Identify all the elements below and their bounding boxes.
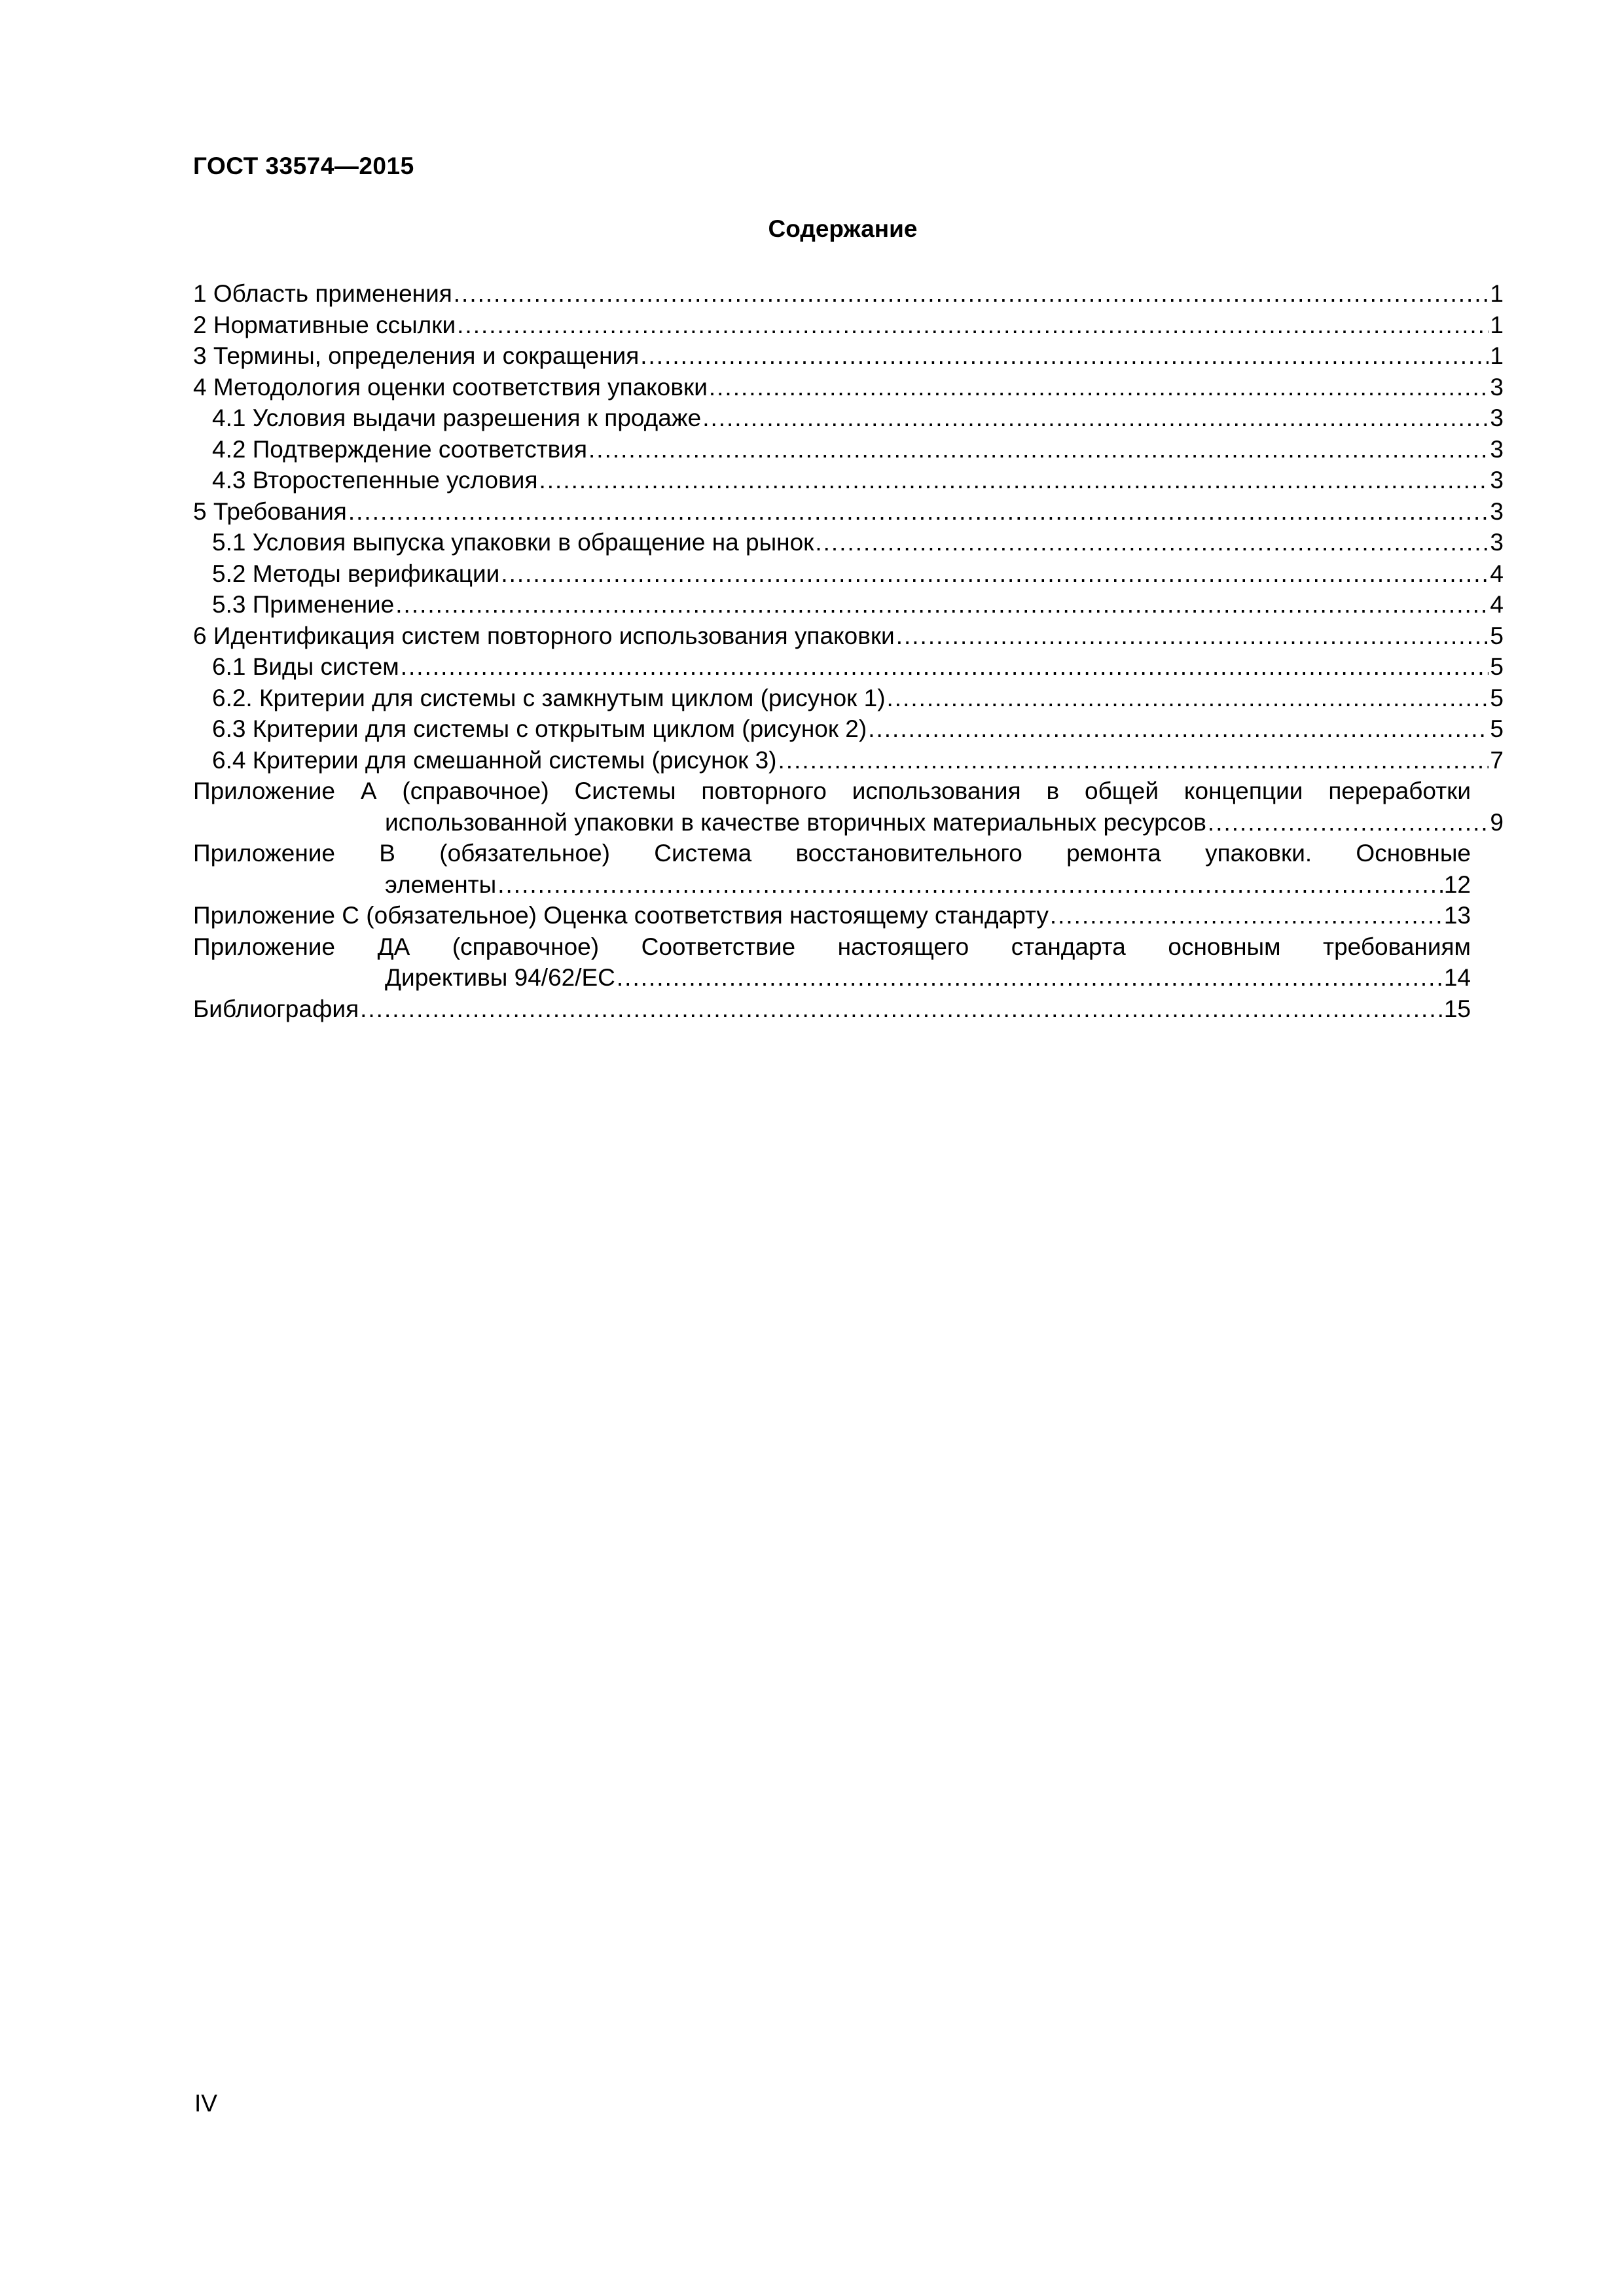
dot-leader bbox=[896, 620, 1489, 652]
toc-entry-label: Приложение А (справочное) Системы повторного использования в общей концепции переработки bbox=[193, 778, 1471, 804]
toc-entry[interactable] bbox=[193, 620, 1504, 652]
toc-entry-page: 3 bbox=[1490, 435, 1504, 463]
document-id-header: ГОСТ 33574—2015 bbox=[193, 152, 414, 179]
toc-entry-label: 6.4 Критерии для смешанной системы (рисунок 3) bbox=[212, 746, 777, 774]
toc-entry-label: 4 Методология оценки соответствия упаковки bbox=[193, 373, 708, 401]
toc-entry-label: 5.1 Условия выпуска упаковки в обращение на рынок bbox=[212, 529, 814, 556]
toc-entry-page: 3 bbox=[1490, 467, 1504, 493]
toc-entry-label: 5.3 Применение bbox=[212, 591, 395, 618]
toc-entry-label-continued: элементы bbox=[385, 870, 497, 898]
toc-entry-page: 12 bbox=[1443, 870, 1471, 898]
toc-entry-label: 6.1 Виды систем bbox=[212, 653, 399, 680]
page-number: IV bbox=[194, 2090, 217, 2117]
toc-entry[interactable] bbox=[193, 496, 1504, 528]
dot-leader bbox=[1050, 900, 1443, 931]
toc-subentry[interactable] bbox=[193, 745, 1504, 776]
toc-subentry[interactable] bbox=[193, 527, 1504, 558]
toc-entry[interactable] bbox=[193, 372, 1504, 403]
toc-entry[interactable] bbox=[193, 994, 1504, 1025]
toc-entry-page: 5 bbox=[1490, 622, 1504, 649]
toc-appendix-da-line1[interactable] bbox=[193, 931, 1504, 963]
toc-appendix-a-line2[interactable] bbox=[193, 807, 1504, 838]
dot-leader bbox=[868, 713, 1489, 745]
toc-title: Содержание bbox=[768, 215, 918, 242]
toc-entry[interactable] bbox=[193, 310, 1504, 341]
toc-entry-label: Приложение В (обязательное) Система восстановительного ремонта упаковки. Основные bbox=[193, 840, 1471, 867]
toc-entry-label: 4.2 Подтверждение соответствия bbox=[212, 435, 588, 463]
toc-entry-page: 1 bbox=[1490, 280, 1504, 307]
toc-entry-label: 6.2. Критерии для системы с замкнутым циклом (рисунок 1) bbox=[212, 684, 886, 711]
toc-subentry[interactable] bbox=[193, 403, 1504, 434]
toc-appendix-da-line2[interactable] bbox=[193, 962, 1504, 994]
dot-leader bbox=[348, 496, 1489, 528]
dot-leader bbox=[709, 372, 1489, 403]
toc-entry-page: 1 bbox=[1490, 342, 1504, 369]
toc-entry-page: 1 bbox=[1490, 311, 1504, 338]
dot-leader bbox=[702, 403, 1489, 434]
toc-entry[interactable] bbox=[193, 340, 1504, 372]
toc-appendix-a-line1[interactable] bbox=[193, 776, 1504, 807]
toc-entry-label: 1 Область применения bbox=[193, 280, 452, 307]
dot-leader bbox=[454, 278, 1489, 310]
toc-entry-page: 15 bbox=[1443, 995, 1471, 1022]
toc-entry-label: 5.2 Методы верификации bbox=[212, 560, 500, 587]
toc-entry-page: 5 bbox=[1490, 684, 1504, 711]
dot-leader bbox=[778, 745, 1489, 776]
toc-entry-label: Приложение ДА (справочное) Соответствие настоящего стандарта основным требованиям bbox=[193, 933, 1471, 960]
dot-leader bbox=[588, 434, 1489, 465]
toc-entry-page: 4 bbox=[1490, 560, 1504, 587]
toc-subentry[interactable] bbox=[193, 683, 1504, 714]
toc-entry-page: 5 bbox=[1490, 653, 1504, 680]
toc-entry-page: 14 bbox=[1443, 964, 1471, 991]
toc-entry-label: 4.1 Условия выдачи разрешения к продаже bbox=[212, 404, 702, 431]
dot-leader bbox=[815, 527, 1489, 558]
toc-subentry[interactable] bbox=[193, 558, 1504, 590]
toc-subentry[interactable] bbox=[193, 434, 1504, 465]
dot-leader bbox=[887, 683, 1489, 714]
toc-entry-label: 3 Термины, определения и сокращения bbox=[193, 342, 640, 369]
dot-leader bbox=[501, 558, 1489, 590]
toc-entry-page: 7 bbox=[1490, 746, 1504, 774]
toc-entry-page: 3 bbox=[1490, 404, 1504, 431]
dot-leader bbox=[640, 340, 1489, 372]
dot-leader bbox=[360, 994, 1443, 1025]
toc-appendix-b-line2[interactable] bbox=[193, 869, 1504, 901]
toc-entry[interactable] bbox=[193, 900, 1504, 931]
toc-entry-page: 4 bbox=[1490, 591, 1504, 618]
dot-leader bbox=[497, 869, 1443, 901]
toc-entry-label: 6 Идентификация систем повторного использования упаковки bbox=[193, 622, 895, 649]
toc-entry-label: 4.3 Второстепенные условия bbox=[212, 467, 538, 493]
dot-leader bbox=[401, 651, 1489, 683]
toc-entry[interactable] bbox=[193, 278, 1504, 310]
toc-entry-page: 3 bbox=[1490, 373, 1504, 401]
dot-leader bbox=[539, 465, 1489, 496]
toc-appendix-b-line1[interactable] bbox=[193, 838, 1504, 869]
dot-leader bbox=[457, 310, 1489, 341]
dot-leader bbox=[617, 962, 1443, 994]
toc-entry-page: 5 bbox=[1490, 715, 1504, 742]
dot-leader bbox=[395, 589, 1489, 620]
toc-entry-label: Библиография bbox=[193, 995, 359, 1022]
toc-entry-label: 2 Нормативные ссылки bbox=[193, 311, 456, 338]
table-of-contents bbox=[193, 278, 1504, 1024]
toc-subentry[interactable] bbox=[193, 713, 1504, 745]
toc-entry-label: 5 Требования bbox=[193, 497, 347, 525]
toc-entry-page: 13 bbox=[1443, 902, 1471, 929]
toc-entry-label: Приложение С (обязательное) Оценка соответствия настоящему стандарту bbox=[193, 902, 1049, 929]
toc-subentry[interactable] bbox=[193, 651, 1504, 683]
dot-leader bbox=[1208, 807, 1489, 838]
toc-entry-label-continued: Директивы 94/62/ЕС bbox=[385, 964, 615, 991]
toc-entry-label: 6.3 Критерии для системы с открытым циклом (рисунок 2) bbox=[212, 715, 867, 742]
toc-entry-page: 3 bbox=[1490, 497, 1504, 525]
toc-subentry[interactable] bbox=[193, 589, 1504, 620]
toc-entry-page: 9 bbox=[1490, 808, 1504, 836]
toc-entry-label-continued: использованной упаковки в качестве вторичных материальных ресурсов bbox=[385, 808, 1206, 836]
toc-entry-page: 3 bbox=[1490, 529, 1504, 556]
toc-subentry[interactable] bbox=[193, 465, 1504, 496]
